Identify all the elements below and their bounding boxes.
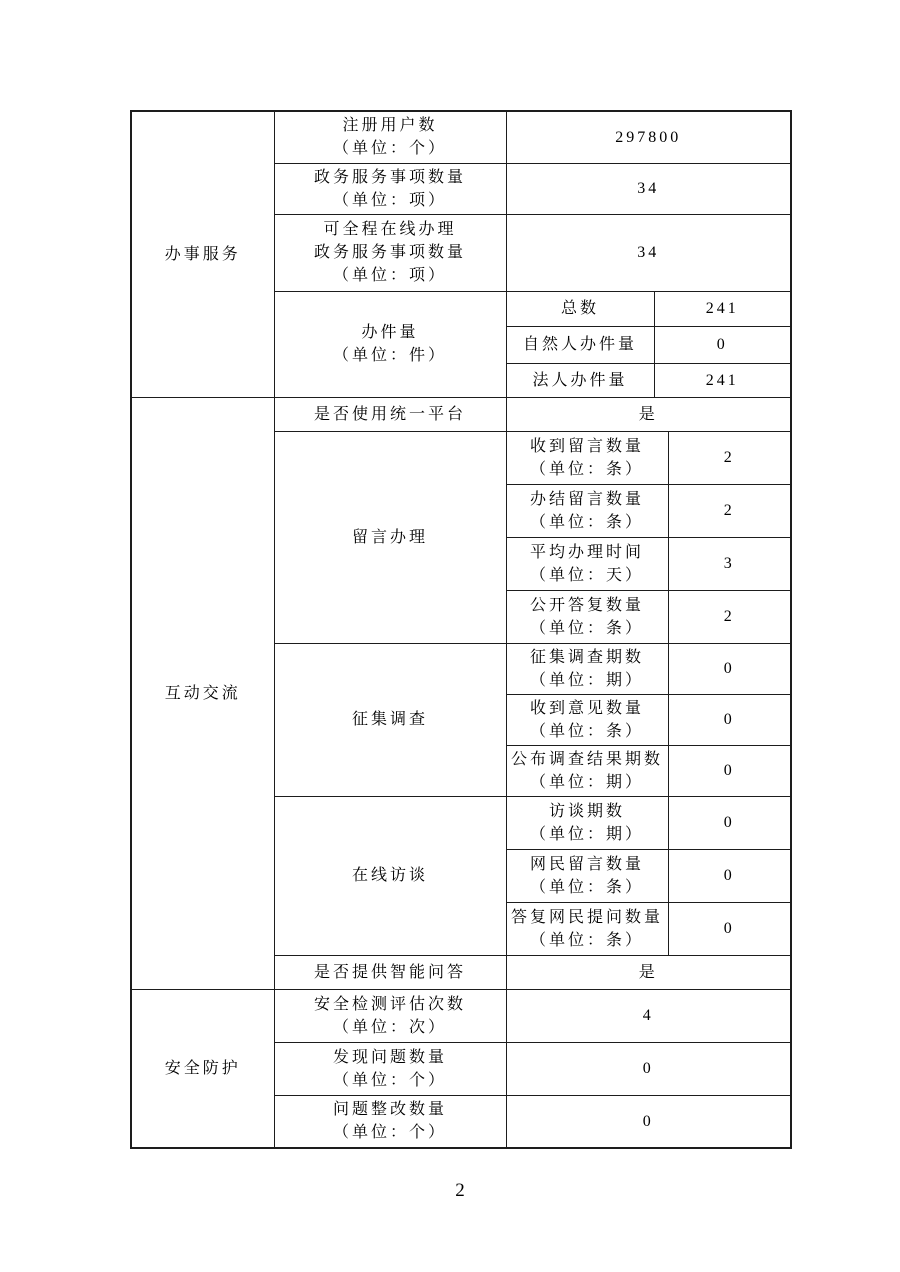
sub-row-value: 0 [668, 745, 791, 796]
row-value: 4 [506, 989, 791, 1042]
row-label: 是否提供智能问答 [274, 955, 506, 989]
row-label-cell-banjianliang [274, 291, 506, 397]
sub-row-unit: （单位：期） [529, 671, 644, 689]
row-label: 政务服务事项数量 [313, 168, 466, 186]
sub-row-value: 241 [654, 363, 791, 397]
sub-row-label-cell [506, 902, 668, 955]
row-label-liuyan: 留言办理 [274, 431, 506, 643]
sub-row-label: 公布调查结果期数 [510, 750, 663, 768]
sub-row-label-cell [506, 431, 668, 484]
section-label-hudong: 互动交流 [131, 397, 274, 989]
page-number: 2 [455, 1180, 465, 1201]
sub-row-value: 0 [668, 902, 791, 955]
report-table [130, 110, 792, 1149]
sub-row-unit: （单位：条） [529, 619, 644, 637]
sub-row-label-cell [506, 849, 668, 902]
section-label-anquan: 安全防护 [131, 989, 274, 1148]
sub-row-unit: （单位：条） [529, 513, 644, 531]
row-label-cell [274, 1042, 506, 1095]
section-label-banshi: 办事服务 [131, 111, 274, 397]
row-unit: （单位：项） [332, 191, 447, 209]
sub-row-label: 征集调查期数 [529, 648, 644, 666]
row-label-cell [274, 111, 506, 163]
row-label: 办件量 [361, 324, 419, 341]
row-label: 问题整改数量 [332, 1101, 447, 1119]
row-unit: （单位：个） [332, 1071, 447, 1089]
row-label: 安全检测评估次数 [313, 995, 466, 1013]
sub-row-value: 2 [668, 484, 791, 537]
sub-row-value: 0 [668, 849, 791, 902]
row-unit: （单位：件） [332, 347, 447, 364]
sub-row-value: 0 [668, 694, 791, 745]
table-row [131, 111, 791, 163]
row-unit: （单位：项） [332, 267, 447, 284]
sub-row-label: 公开答复数量 [529, 596, 644, 614]
sub-row-label-cell [506, 745, 668, 796]
row-unit: （单位：次） [332, 1018, 447, 1036]
row-value: 297800 [506, 111, 791, 163]
row-label-cell [274, 214, 506, 291]
row-value: 是 [506, 955, 791, 989]
sub-row-label: 收到意见数量 [529, 699, 644, 717]
sub-row-label: 法人办件量 [506, 363, 654, 397]
sub-row-label: 办结留言数量 [529, 490, 644, 508]
sub-row-value: 0 [668, 643, 791, 694]
row-label-cell [274, 1095, 506, 1148]
row-label-zaixian: 在线访谈 [274, 796, 506, 955]
sub-row-value: 0 [654, 326, 791, 363]
sub-row-value: 0 [668, 796, 791, 849]
sub-row-label: 总数 [506, 291, 654, 326]
sub-row-label: 访谈期数 [548, 802, 625, 820]
sub-row-unit: （单位：条） [529, 878, 644, 896]
sub-row-value: 2 [668, 590, 791, 643]
sub-row-label: 平均办理时间 [529, 543, 644, 561]
sub-row-unit: （单位：期） [529, 825, 644, 843]
sub-row-label-cell [506, 484, 668, 537]
row-value: 34 [506, 163, 791, 214]
row-label-line1: 可全程在线办理 [323, 221, 457, 238]
row-label-cell [274, 989, 506, 1042]
sub-row-value: 3 [668, 537, 791, 590]
table-row [131, 989, 791, 1042]
sub-row-label-cell [506, 590, 668, 643]
row-value: 34 [506, 214, 791, 291]
row-label: 发现问题数量 [332, 1048, 447, 1066]
sub-row-label: 答复网民提问数量 [510, 908, 663, 926]
row-value: 0 [506, 1095, 791, 1148]
row-label-line2: 政务服务事项数量 [313, 244, 466, 261]
table-row [131, 397, 791, 431]
row-label: 是否使用统一平台 [274, 397, 506, 431]
sub-row-unit: （单位：条） [529, 931, 644, 949]
row-unit: （单位：个） [332, 1124, 447, 1142]
sub-row-value: 2 [668, 431, 791, 484]
sub-row-value: 241 [654, 291, 791, 326]
row-label: 注册用户数 [342, 117, 438, 135]
sub-row-label-cell [506, 796, 668, 849]
sub-row-label-cell [506, 643, 668, 694]
sub-row-label: 自然人办件量 [506, 326, 654, 363]
row-label-zhengji: 征集调查 [274, 643, 506, 796]
sub-row-unit: （单位：条） [529, 460, 644, 478]
sub-row-label: 网民留言数量 [529, 855, 644, 873]
row-unit: （单位：个） [332, 140, 447, 158]
row-label-cell [274, 163, 506, 214]
row-value: 是 [506, 397, 791, 431]
row-value: 0 [506, 1042, 791, 1095]
sub-row-label: 收到留言数量 [529, 437, 644, 455]
sub-row-unit: （单位：期） [529, 773, 644, 791]
sub-row-unit: （单位：条） [529, 722, 644, 740]
sub-row-unit: （单位：天） [529, 566, 644, 584]
sub-row-label-cell [506, 537, 668, 590]
sub-row-label-cell [506, 694, 668, 745]
